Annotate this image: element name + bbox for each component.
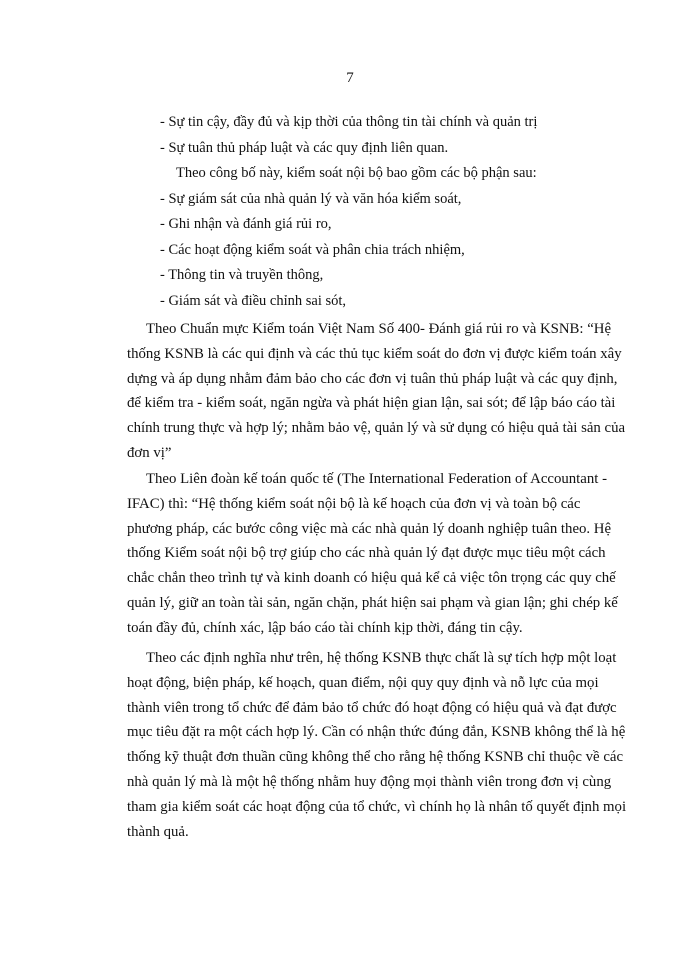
paragraph-line: tham gia kiểm soát các hoạt động của tổ chức, vì chính họ là nhân tố quyết định mọi: [127, 798, 627, 815]
paragraph-line: hoạt động, biện pháp, kế hoạch, quan điểm, nội quy quy định và nỗ lực của mọi: [127, 674, 599, 691]
paragraph-line: toán đầy đủ, chính xác, lập báo cáo tài chính kịp thời, đáng tin cậy.: [127, 619, 523, 636]
paragraph-line: thành viên trong tổ chức để đảm bảo tổ chức đó hoạt động có hiệu quả và đạt được: [127, 699, 617, 716]
paragraph-line: chính trung thực và hợp lý; nhằm bảo vệ, quản lý và sử dụng có hiệu quả tài sản của: [127, 420, 626, 437]
component-item: - Thông tin và truyền thông,: [160, 267, 324, 283]
paragraph-line: nhà quản lý mà là một hệ thống nhằm huy động mọi thành viên trong đơn vị cùng: [127, 773, 612, 790]
component-item: - Giám sát và điều chỉnh sai sót,: [160, 292, 347, 309]
paragraph-line: Theo các định nghĩa như trên, hệ thống KSNB thực chất là sự tích hợp một loạt: [146, 650, 617, 666]
bullet-item: - Sự tuân thủ pháp luật và các quy định liên quan.: [160, 139, 449, 156]
paragraph-ifac: [127, 467, 618, 641]
paragraph-line: Theo Chuẩn mực Kiểm toán Việt Nam Số 400- Đánh giá rủi ro và KSNB: “Hệ: [146, 321, 612, 337]
component-item: - Ghi nhận và đánh giá rủi ro,: [160, 216, 332, 232]
paragraph-line: mục tiêu đặt ra một cách hợp lý. Cần có nhận thức đúng đắn, KSNB không thể là hệ: [127, 724, 626, 741]
paragraph-line: thành quả.: [127, 823, 189, 840]
paragraph-vsa-400: [127, 317, 626, 466]
paragraph-line: đơn vị”: [127, 444, 172, 461]
paragraph-line: thống kỹ thuật đơn thuần cũng không thể cho rằng hệ thống KSNB chỉ thuộc về các: [127, 749, 624, 766]
component-item: - Sự giám sát của nhà quản lý và văn hóa kiểm soát,: [160, 190, 462, 207]
bullet-list: [160, 110, 580, 314]
paragraph-line: phương pháp, các bước công việc mà các nhà quản lý doanh nghiệp tuân theo. Hệ: [127, 520, 612, 537]
paragraph-line: IFAC) thì: “Hệ thống kiểm soát nội bộ là kế hoạch của đơn vị và toàn bộ các: [127, 495, 581, 512]
component-item: - Các hoạt động kiểm soát và phân chia trách nhiệm,: [160, 241, 465, 258]
page-number: 7: [346, 70, 354, 86]
paragraph-line: dựng và áp dụng nhằm đảm bảo cho các đơn vị tuân thủ pháp luật và các quy định,: [127, 370, 618, 387]
paragraph-summary: [127, 646, 627, 844]
paragraph-line: Theo Liên đoàn kế toán quốc tế (The International Federation of Accountant -: [146, 471, 608, 487]
paragraph-line: thống Kiểm soát nội bộ trợ giúp cho các nhà quản lý đạt được mục tiêu một cách: [127, 545, 606, 562]
components-intro: Theo công bố này, kiểm soát nội bộ bao gồm các bộ phận sau:: [176, 165, 537, 181]
paragraph-line: quản lý, giữ an toàn tài sản, ngăn chặn, phát hiện sai phạm và gian lận; ghi chép kế: [127, 594, 618, 611]
paragraph-line: để kiểm tra - kiểm soát, ngăn ngừa và phát hiện gian lận, sai sót; để lập báo cáo tài: [127, 395, 616, 412]
paragraph-line: chắc chắn theo trình tự và kinh doanh có hiệu quả kể cả việc tôn trọng các quy chế: [127, 570, 616, 587]
bullet-item: - Sự tin cậy, đầy đủ và kịp thời của thông tin tài chính và quản trị: [160, 114, 538, 130]
paragraph-line: thống KSNB là các qui định và các thủ tục kiểm soát do đơn vị được kiểm toán xây: [127, 345, 622, 362]
